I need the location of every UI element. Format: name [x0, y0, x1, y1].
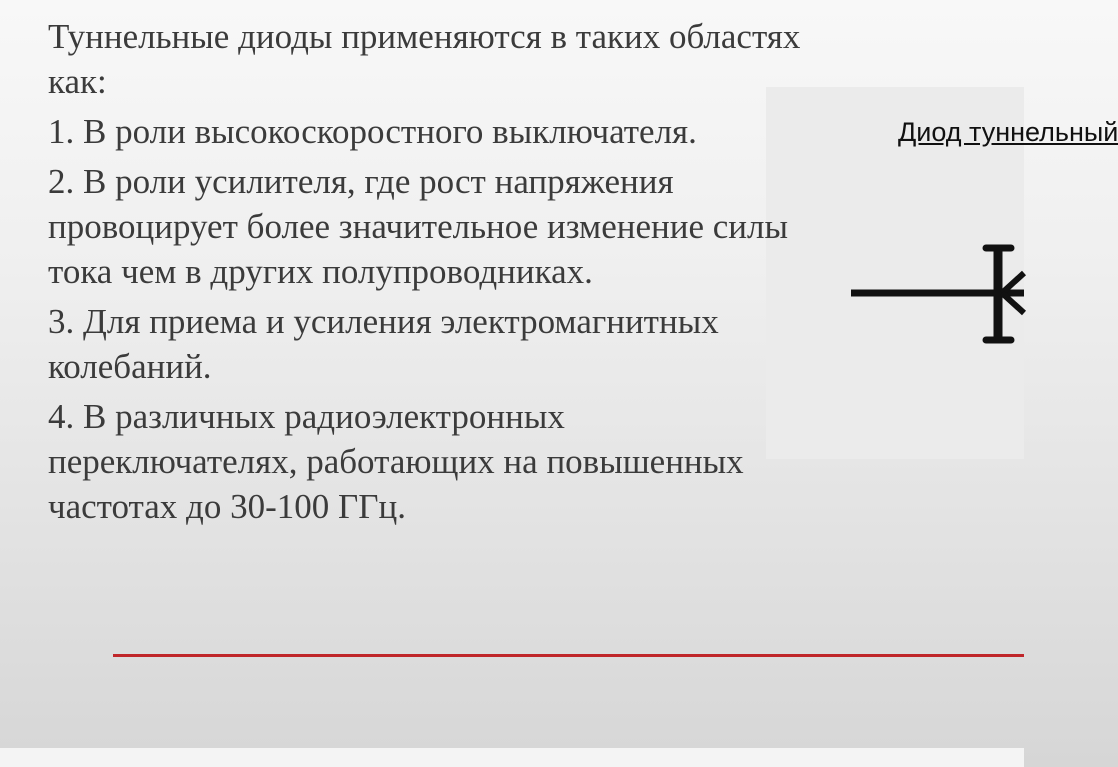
- diode-figure-label: Диод туннельный: [898, 117, 1118, 147]
- list-item: 3. Для приема и усиления электромагнитных колебаний.: [48, 302, 719, 386]
- list-item: 2. В роли усилителя, где рост напряжения провоцирует более значительное изменение силы тока чем в других полупроводниках.: [48, 162, 788, 291]
- accent-divider: [113, 654, 1024, 657]
- slide-heading: Туннельные диоды применяются в таких областях как:: [48, 17, 801, 101]
- list-item: 4. В различных радиоэлектронных переключателях, работающих на повышенных частотах до 30-100 ГГц.: [48, 397, 744, 526]
- list-item: 1. В роли высокоскоростного выключателя.: [48, 112, 697, 151]
- slide-text-block: [48, 14, 808, 534]
- bottom-strip: [0, 748, 1024, 767]
